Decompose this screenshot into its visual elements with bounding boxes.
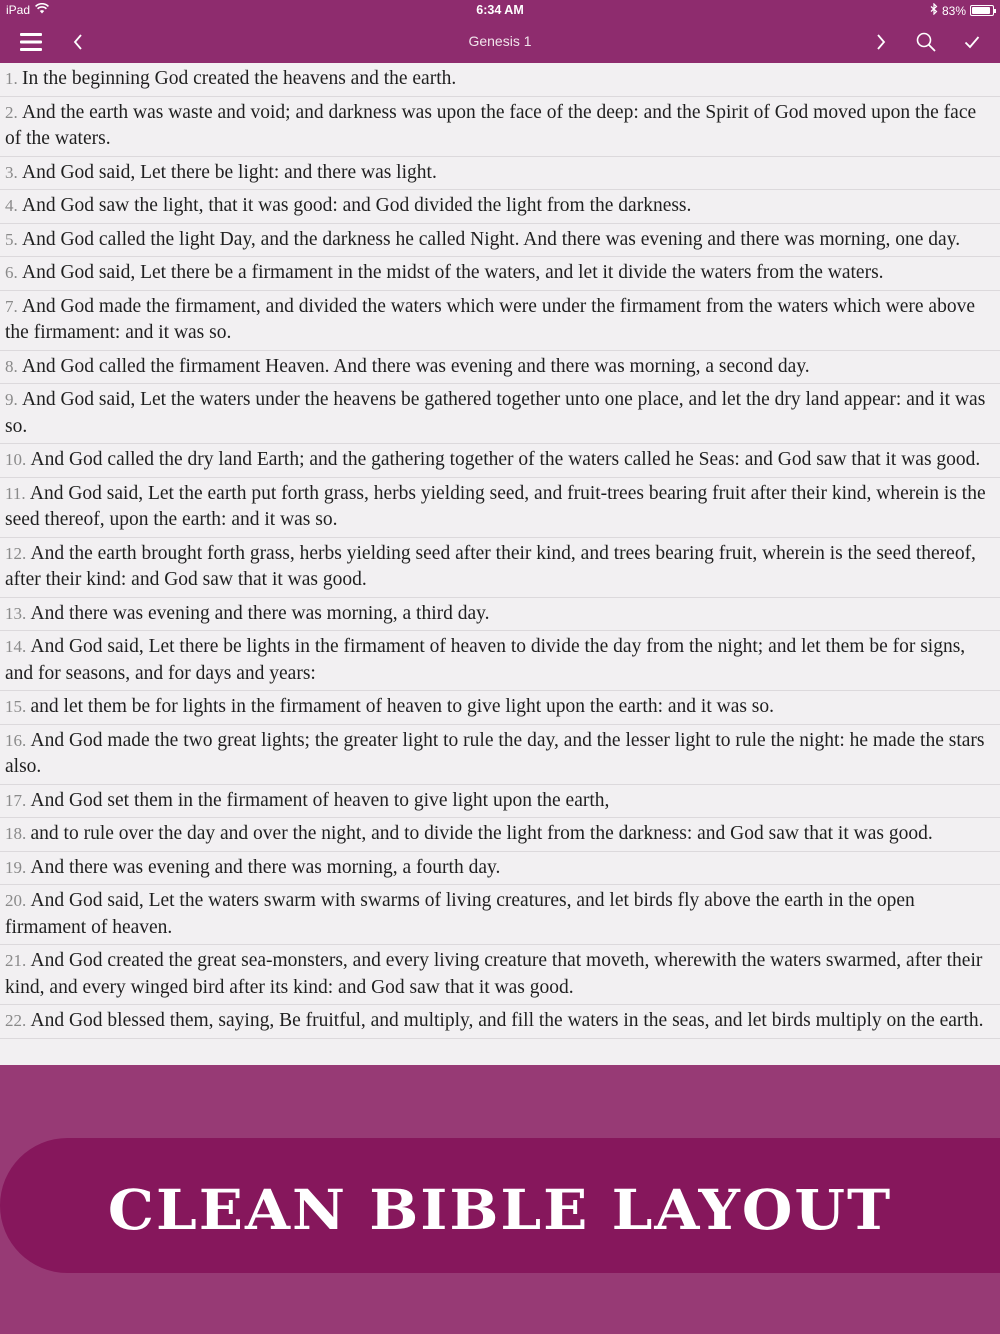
verse-text: And God said, Let the waters swarm with swarms of living creatures, and let birds fly above the earth in the open firmament of heaven.: [5, 890, 915, 938]
verse-row[interactable]: [0, 63, 1000, 97]
verse-number: 17.: [5, 790, 27, 810]
verse-number: 2.: [5, 102, 18, 122]
battery-icon: [970, 5, 994, 16]
checkmark-icon[interactable]: [957, 28, 987, 56]
verse-text: In the beginning God created the heavens and the earth.: [22, 68, 457, 89]
verse-row[interactable]: [0, 785, 1000, 819]
verse-row[interactable]: [0, 257, 1000, 291]
banner-pill: [0, 1138, 1000, 1273]
status-time: 6:34 AM: [476, 3, 524, 17]
verse-number: 5.: [5, 229, 18, 249]
verse-text: And the earth brought forth grass, herbs yielding seed after their kind, and trees bearing fruit, wherein is the seed thereof, after their kind: and God saw that it was good.: [5, 542, 976, 590]
promo-banner: [0, 1065, 1000, 1334]
nav-bar: [0, 20, 1000, 63]
verse-text: And God created the great sea-monsters, and every living creature that moveth, wherewith the waters swarmed, after their kind, and every winged bird after its kind: and God saw that it was good.: [5, 950, 983, 998]
verse-row[interactable]: [0, 1005, 1000, 1039]
chevron-right-icon[interactable]: [866, 28, 896, 56]
verse-row[interactable]: [0, 691, 1000, 725]
verse-row[interactable]: [0, 885, 1000, 945]
verse-number: 15.: [5, 697, 27, 716]
banner-text: CLEAN BIBLE LAYOUT: [107, 1177, 893, 1243]
verse-text: and to rule over the day and over the night, and to divide the light from the darkness: and God saw that it was good.: [30, 823, 933, 844]
verse-row[interactable]: [0, 478, 1000, 538]
verse-number: 1.: [5, 69, 18, 88]
verse-number: 10.: [5, 450, 27, 469]
verse-row[interactable]: [0, 157, 1000, 191]
verse-number: 3.: [5, 162, 18, 182]
verse-text: And God said, Let the waters under the heavens be gathered together unto one place, and let the dry land appear: and it was so.: [5, 389, 986, 437]
verse-text: And God said, Let there be light: and there was light.: [22, 161, 437, 183]
verse-number: 9.: [5, 390, 18, 409]
verse-row[interactable]: [0, 631, 1000, 691]
verse-number: 21.: [5, 951, 27, 970]
verse-number: 22.: [5, 1011, 27, 1030]
verse-text: And God made the two great lights; the greater light to rule the day, and the lesser light to rule the night: he made the stars also.: [5, 729, 985, 777]
verse-text: And God saw the light, that it was good: and God divided the light from the darkness.: [22, 195, 692, 216]
verse-text: And God made the firmament, and divided the waters which were under the firmament from the waters which were above the firmament: and it was so.: [5, 295, 975, 343]
verse-row[interactable]: [0, 224, 1000, 258]
verse-row[interactable]: [0, 538, 1000, 598]
verse-row[interactable]: [0, 598, 1000, 632]
verse-text: And God blessed them, saying, Be fruitful, and multiply, and fill the waters in the seas, and let birds multiply on the earth.: [30, 1010, 984, 1031]
page-title: Genesis 1: [468, 33, 532, 49]
verse-text: And God called the firmament Heaven. And there was evening and there was morning, a second day.: [22, 355, 810, 377]
verse-text: And God said, Let the earth put forth grass, herbs yielding seed, and fruit-trees bearing fruit after their kind, wherein is the seed thereof, upon the earth: and it was so.: [5, 482, 986, 530]
verse-text: And the earth was waste and void; and darkness was upon the face of the deep: and the Spirit of God moved upon the face of the waters.: [5, 101, 977, 149]
battery-percent: 83%: [941, 3, 966, 18]
verse-text: And there was evening and there was morning, a fourth day.: [30, 856, 501, 878]
verse-row[interactable]: [0, 818, 1000, 852]
verse-number: 7.: [5, 296, 18, 316]
verse-row[interactable]: [0, 725, 1000, 785]
verse-number: 20.: [5, 891, 27, 910]
verse-row[interactable]: [0, 945, 1000, 1005]
verse-text: And God said, Let there be lights in the firmament of heaven to divide the day from the night; and let them be for signs, and for seasons, and for days and years:: [5, 636, 966, 684]
verse-text: And God called the light Day, and the darkness he called Night. And there was evening and there was morning, one day.: [22, 228, 961, 250]
verse-row[interactable]: [0, 291, 1000, 351]
verse-number: 4.: [5, 196, 18, 215]
verse-row[interactable]: [0, 384, 1000, 444]
verse-number: 11.: [5, 483, 26, 503]
verse-number: 13.: [5, 603, 27, 623]
verse-number: 18.: [5, 824, 27, 843]
status-bar: [0, 0, 1000, 20]
verse-row[interactable]: [0, 97, 1000, 157]
verse-text: And there was evening and there was morning, a third day.: [30, 602, 490, 624]
verse-list[interactable]: [0, 63, 1000, 1065]
verse-number: 19.: [5, 857, 27, 877]
verse-number: 12.: [5, 543, 27, 563]
device-label: iPad: [6, 3, 31, 17]
verse-row[interactable]: [0, 852, 1000, 886]
verse-number: 8.: [5, 356, 18, 376]
verse-text: And God called the dry land Earth; and the gathering together of the waters called he Seas: and God saw that it was good.: [30, 449, 981, 470]
status-right: [930, 3, 994, 18]
verse-number: 14.: [5, 637, 27, 656]
bluetooth-icon: [930, 3, 938, 18]
search-icon[interactable]: [911, 28, 941, 56]
verse-number: 16.: [5, 730, 27, 750]
verse-text: And God set them in the firmament of heaven to give light upon the earth,: [30, 789, 610, 811]
verse-text: And God said, Let there be a firmament in the midst of the waters, and let it divide the waters from the waters.: [22, 262, 884, 283]
verse-row[interactable]: [0, 351, 1000, 385]
verse-row[interactable]: [0, 444, 1000, 478]
verse-text: and let them be for lights in the firmament of heaven to give light upon the earth: and it was so.: [30, 696, 775, 717]
verse-row[interactable]: [0, 190, 1000, 224]
verse-number: 6.: [5, 263, 18, 282]
